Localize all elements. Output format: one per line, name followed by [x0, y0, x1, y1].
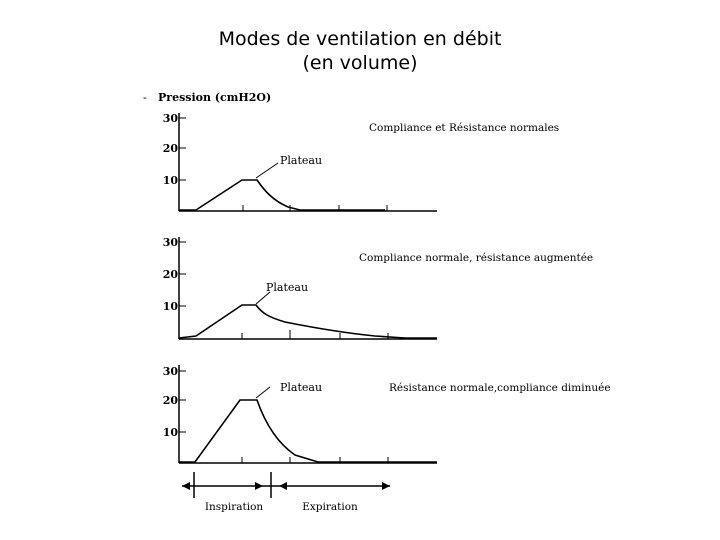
- arrow-left-icon: [279, 482, 287, 490]
- ytick-label: 20: [162, 142, 178, 155]
- ytick-label: 10: [162, 300, 178, 313]
- plateau-label-1: Plateau: [280, 154, 323, 167]
- plateau-label-2: Plateau: [266, 281, 309, 294]
- plateau-pointer-1: [256, 163, 278, 178]
- bullet-mark: -: [143, 91, 147, 104]
- ytick-label: 30: [162, 365, 178, 378]
- phase-indicators: [182, 472, 390, 513]
- ytick-label: 20: [162, 394, 178, 407]
- panel-1: [163, 112, 560, 211]
- arrow-right-icon: [255, 482, 263, 490]
- y-axis-label: Pression (cmH2O): [158, 91, 272, 104]
- ytick-label: 10: [162, 426, 178, 439]
- arrow-left-icon: [182, 482, 190, 490]
- panel-3: [163, 365, 611, 463]
- ytick-label: 20: [162, 268, 178, 281]
- ytick-label: 30: [162, 112, 178, 125]
- pressure-curve-2: [179, 305, 437, 338]
- ytick-label: 10: [162, 174, 178, 187]
- expiration-label: Expiration: [302, 501, 358, 513]
- panel-1-caption: Compliance et Résistance normales: [369, 122, 560, 134]
- arrow-right-icon: [382, 482, 390, 490]
- panel-3-caption: Résistance normale,compliance diminuée: [389, 382, 611, 394]
- pressure-curve-3: [179, 400, 437, 462]
- inspiration-label: Inspiration: [204, 501, 264, 513]
- slide-title-line1: Modes de ventilation en débit: [218, 28, 502, 50]
- panel-2: [163, 236, 593, 339]
- plateau-label-3: Plateau: [280, 381, 323, 394]
- slide-title-line2: (en volume): [302, 52, 418, 74]
- plateau-pointer-3: [256, 387, 270, 398]
- pressure-curve-1: [179, 180, 385, 210]
- panel-2-caption: Compliance normale, résistance augmentée: [359, 252, 594, 264]
- ytick-label: 30: [162, 236, 178, 249]
